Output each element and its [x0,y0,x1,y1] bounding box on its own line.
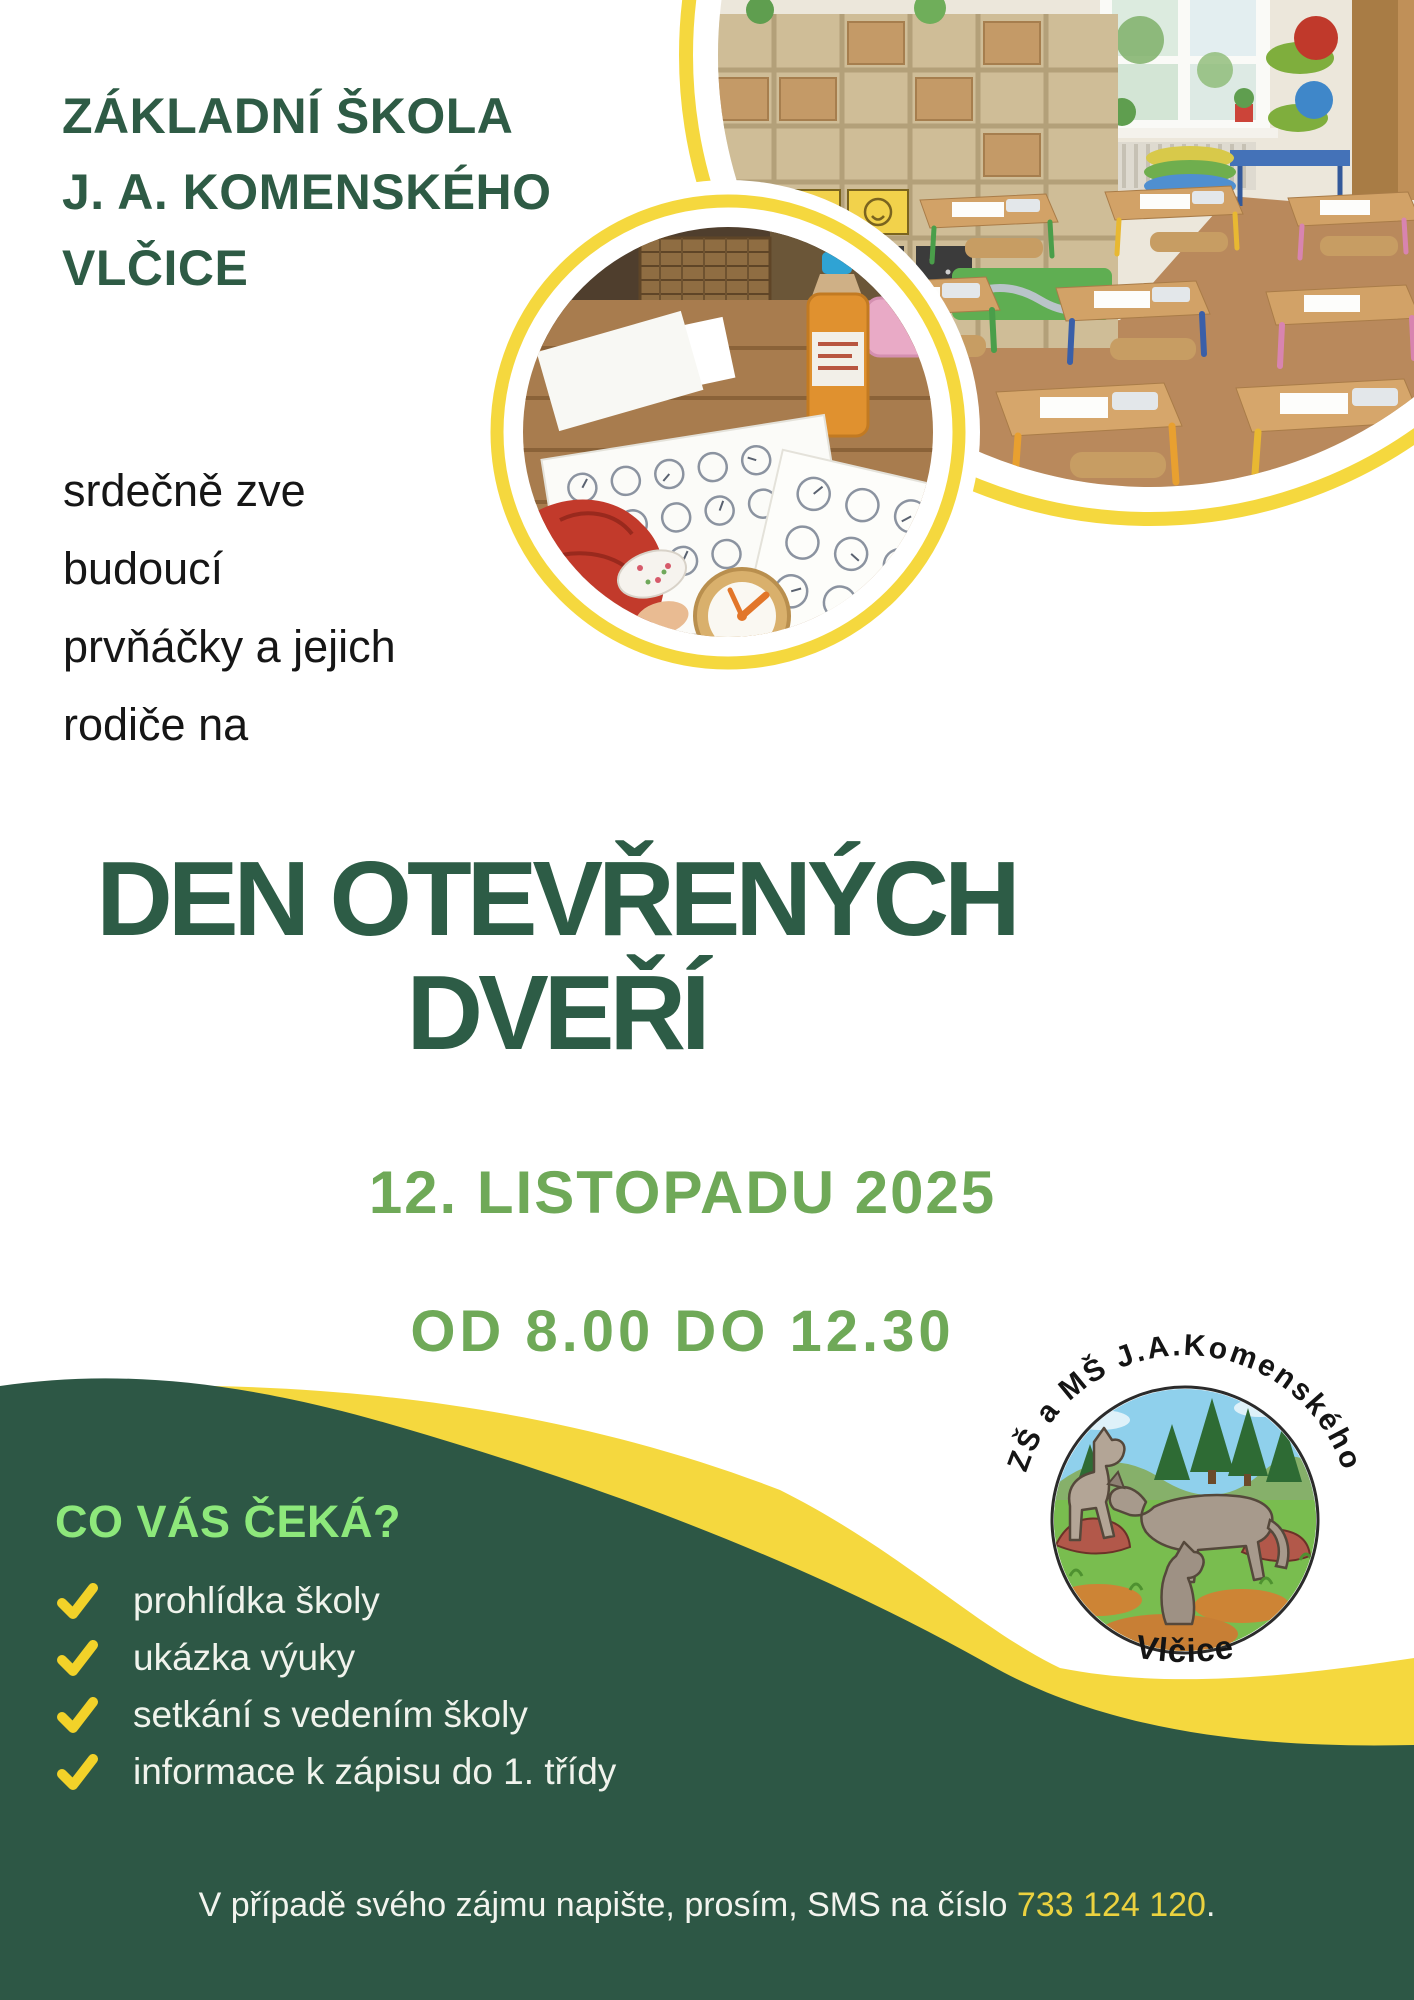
agenda-item-label: prohlídka školy [133,1579,380,1621]
wolves-illustration [1052,1387,1318,1660]
intro-line: rodiče na [63,699,249,750]
event-date: 12. LISTOPADU 2025 [368,1159,997,1226]
event-time: OD 8.00 DO 12.30 [410,1299,955,1364]
agenda-item-label: informace k zápisu do 1. třídy [133,1750,617,1792]
check-icon [55,1750,101,1794]
school-logo [1001,1329,1368,1669]
contact-text: V případě svého zájmu napište, prosím, SMS na číslo [198,1886,1017,1924]
event-when [0,1159,1365,1364]
page-title [0,842,1112,1070]
school-name-line: VLČICE [62,240,249,296]
agenda-item [55,1629,695,1686]
intro-line: prvňáčky a jejich [63,621,396,672]
check-icon [55,1636,101,1680]
school-name-line: ZÁKLADNÍ ŠKOLA [62,88,514,144]
agenda-item-label: setkání s vedením školy [133,1693,528,1735]
logo-place-text: Vlčice [1133,1627,1237,1670]
check-icon [55,1693,101,1737]
school-name [62,78,682,306]
page-title-line: DVEŘÍ [406,954,706,1072]
check-icon [55,1579,101,1623]
school-name-line: J. A. KOMENSKÉHO [62,164,552,220]
contact-text-end: . [1205,1886,1216,1924]
contact-line [0,1886,1414,1925]
intro-text [63,452,493,764]
logo-arc-text: ZŠ a MŠ J.A.Komenského [1001,1328,1369,1476]
agenda-heading: CO VÁS ČEKÁ? [55,1496,402,1547]
phone-number: 733 124 120 [1016,1886,1206,1924]
agenda-item-label: ukázka výuky [133,1636,356,1678]
agenda-item [55,1572,695,1629]
agenda-list [55,1572,695,1800]
intro-line: budoucí [63,543,224,594]
agenda-item [55,1743,695,1800]
page-title-line: DEN OTEVŘENÝCH [96,840,1016,958]
intro-line: srdečně zve [63,465,306,516]
agenda-item [55,1686,695,1743]
